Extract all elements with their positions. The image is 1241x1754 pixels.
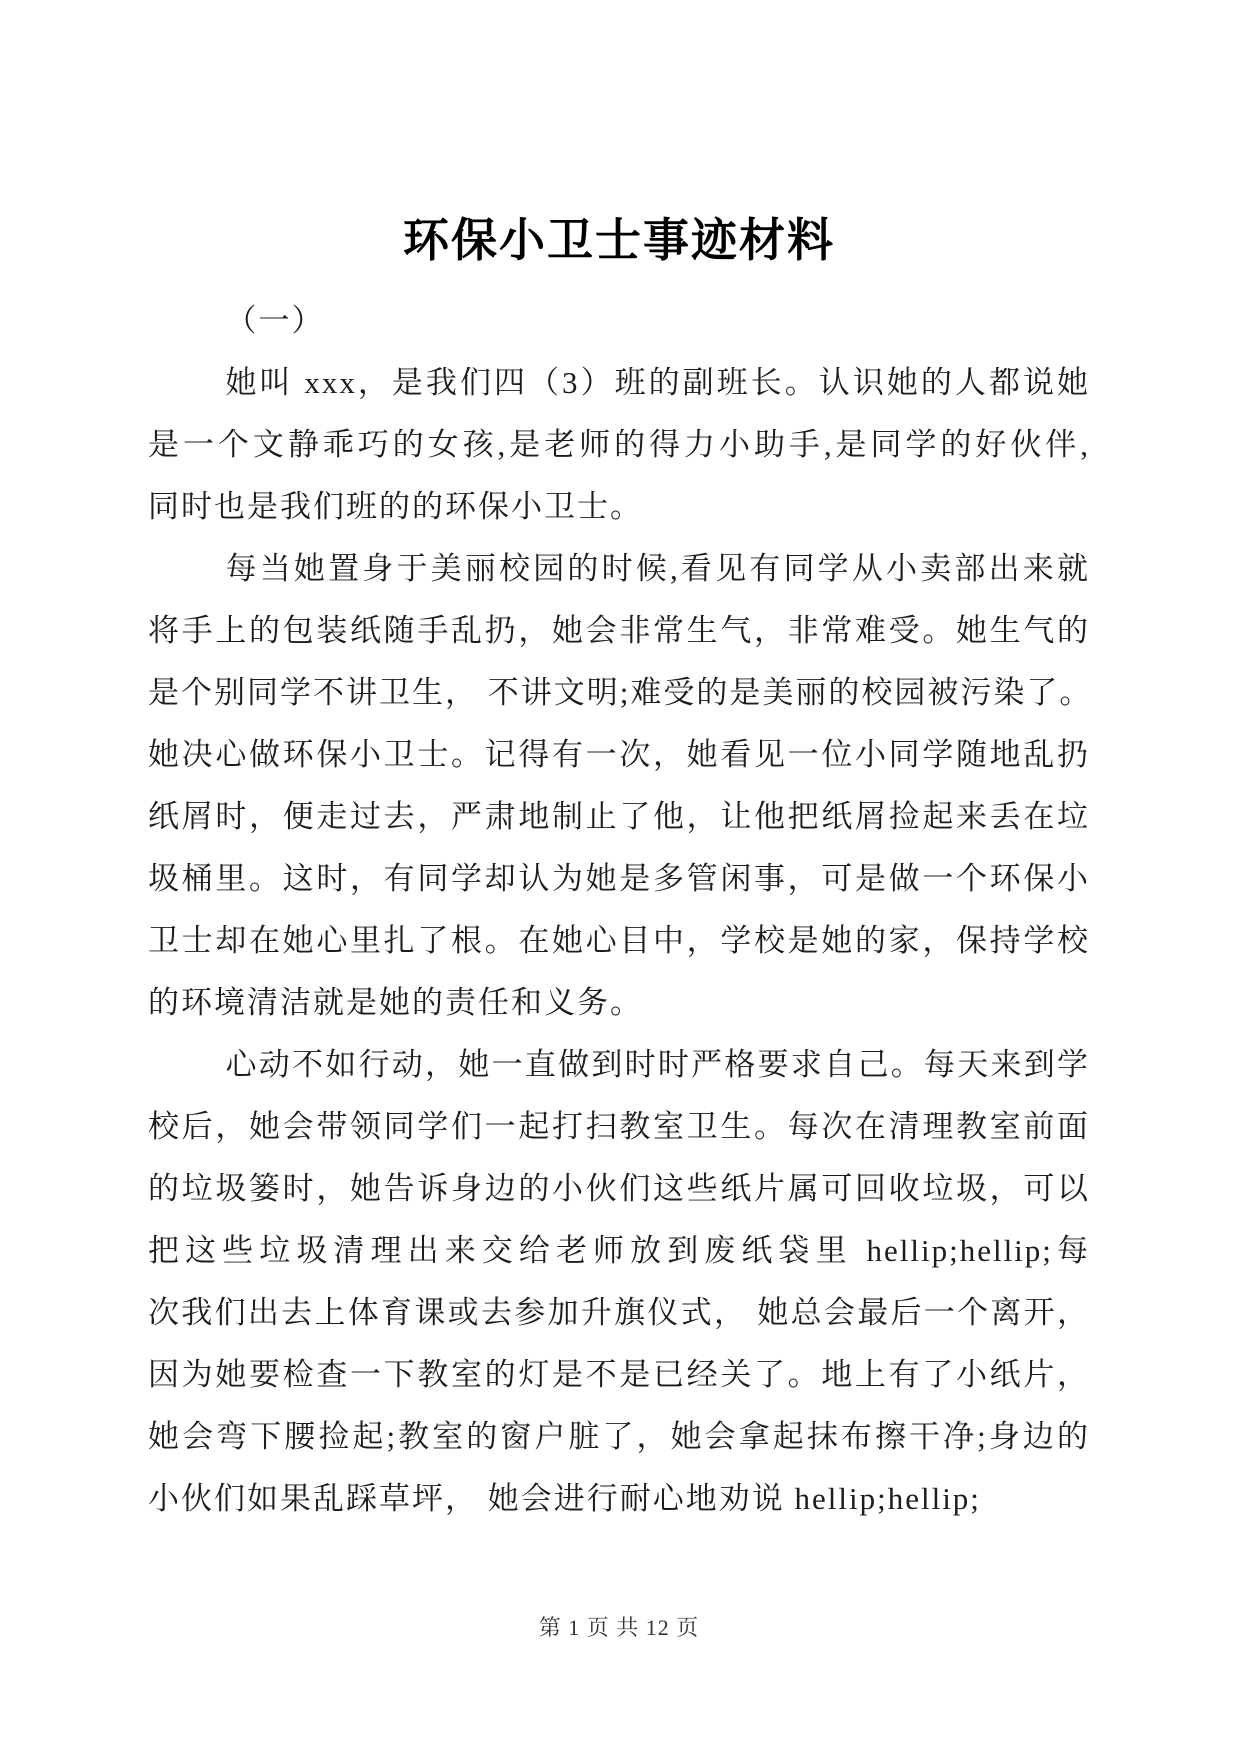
- text-line: 她决心做环保小卫士。记得有一次，她看见一位小同学随地乱扔: [148, 737, 1090, 772]
- section-marker: （一）: [225, 303, 325, 338]
- document-body: [148, 290, 1093, 1530]
- text-line: 的环境清洁就是她的责任和义务。: [148, 985, 643, 1020]
- text-line: 将手上的包装纸随手乱扔，她会非常生气，非常难受。她生气的: [148, 613, 1090, 648]
- text-line: 小伙们如果乱踩草坪， 她会进行耐心地劝说 hellip;hellip;: [148, 1481, 981, 1516]
- text-line: 是个别同学不讲卫生， 不讲文明;难受的是美丽的校园被污染了。: [148, 675, 1093, 710]
- text-line: 她会弯下腰捡起;教室的窗户脏了，她会拿起抹布擦干净;身边的: [148, 1419, 1090, 1454]
- text-line: 把这些垃圾清理出来交给老师放到废纸袋里 hellip;hellip;每: [148, 1233, 1090, 1268]
- text-line: 圾桶里。这时，有同学却认为她是多管闲事，可是做一个环保小: [148, 861, 1090, 896]
- text-line: 次我们出去上体育课或去参加升旗仪式， 她总会最后一个离开，: [148, 1295, 1090, 1330]
- page-number-footer: 第 1 页 共 12 页: [538, 1615, 700, 1640]
- text-line: 纸屑时，便走过去，严肃地制止了他，让他把纸屑捡起来丢在垃: [148, 799, 1090, 834]
- text-line: 同时也是我们班的的环保小卫士。: [148, 489, 643, 524]
- text-line: 是一个文静乖巧的女孩,是老师的得力小助手,是同学的好伙伴,: [148, 427, 1090, 462]
- text-line: 每当她置身于美丽校园的时候,看见有同学从小卖部出来就: [225, 551, 1090, 586]
- text-line: 的垃圾篓时，她告诉身边的小伙们这些纸片属可回收垃圾，可以: [148, 1171, 1090, 1206]
- text-line: 她叫 xxx，是我们四（3）班的副班长。认识她的人都说她: [225, 365, 1090, 400]
- text-line: 校后，她会带领同学们一起打扫教室卫生。每次在清理教室前面: [148, 1109, 1090, 1144]
- text-line: 卫士却在她心里扎了根。在她心目中，学校是她的家，保持学校: [148, 923, 1090, 958]
- text-line: 因为她要检查一下教室的灯是不是已经关了。地上有了小纸片，: [148, 1357, 1090, 1392]
- text-line: 心动不如行动，她一直做到时时严格要求自己。每天来到学: [225, 1047, 1090, 1082]
- document-title: 环保小卫士事迹材料: [403, 215, 835, 266]
